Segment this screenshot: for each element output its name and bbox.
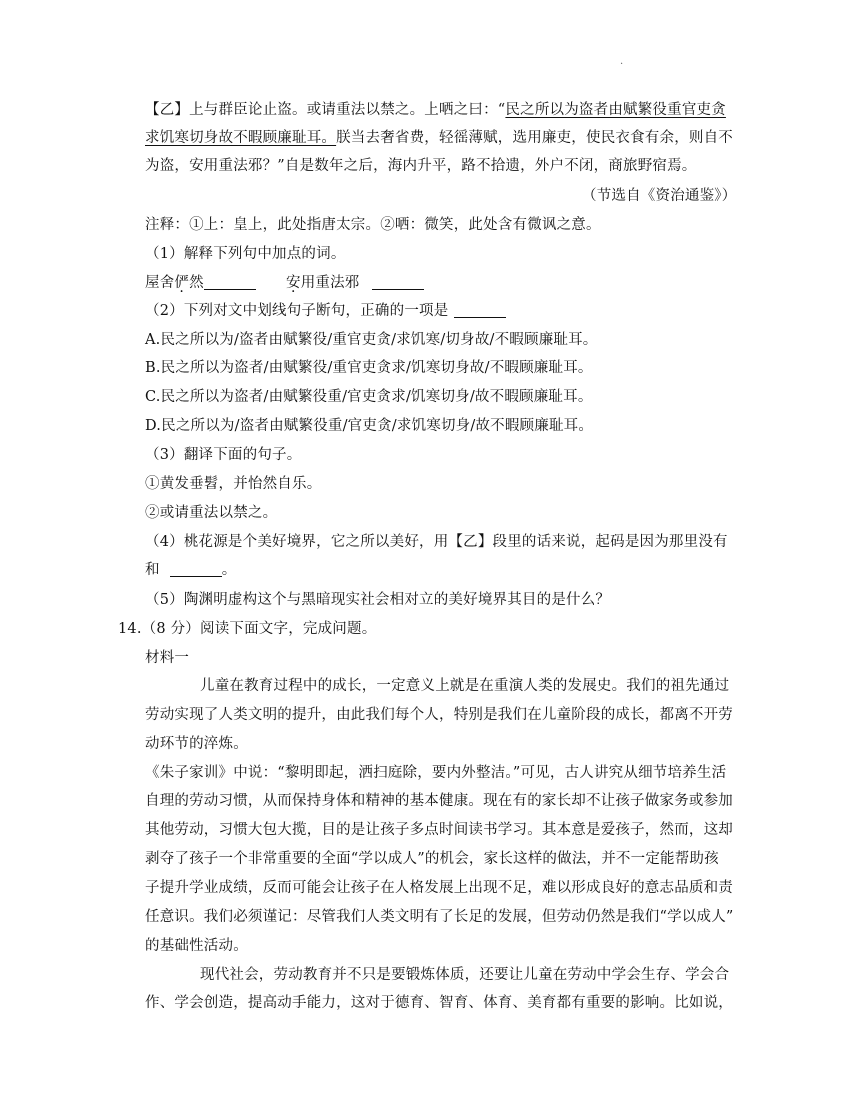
paragraph-2-line: 剥夺了孩子一个非常重要的全面“学以成人”的机会，家长这样的做法，并不一定能帮助孩 — [145, 851, 719, 867]
paragraph-2-line: 子提升学业成绩，反而可能会让孩子在人格发展上出现不足，难以形成良好的意志品质和责 — [145, 880, 733, 896]
paragraph-3-line: 现代社会，劳动教育并不只是要锻炼体质，还要让儿童在劳动中学会生存、学会合 — [200, 967, 730, 983]
paragraph-1-line: 劳动实现了人类文明的提升，由此我们每个人，特别是我们在儿童阶段的成长，都离不开劳 — [145, 707, 733, 723]
question-1-item-1: 屋舍俨然 — [145, 273, 256, 293]
paragraph-1-line: 儿童在教育过程中的成长，一定意义上就是在重演人类的发展史。我们的祖先通过 — [200, 678, 730, 694]
passage-yi-line-2: 求饥寒切身故不暇顾廉耻耳。朕当去奢省费，轻徭薄赋，选用廉吏，使民衣食有余，则自不 — [145, 130, 734, 146]
passage-yi-line-3: 为盗，安用重法邪？”自是数年之后，海内升平，路不拾遗，外户不闭，商旅野宿焉。 — [145, 158, 697, 174]
option-a: A.民之所以为/盗者由赋繁役/重官吏贪/求饥寒/切身故/不暇顾廉耻耳。 — [145, 332, 598, 348]
question-2-prompt: （2）下列对文中划线句子断句，正确的一项是 — [145, 301, 506, 321]
option-b: B.民之所以为盗者/由赋繁役/重官吏贪求/饥寒切身故/不暇顾廉耻耳。 — [145, 360, 593, 376]
answer-blank — [454, 302, 506, 318]
material-label: 材料一 — [145, 650, 190, 666]
paragraph-2-line: 其他劳动，习惯大包大揽，目的是让孩子多点时间读书学习。其本意是爱孩子，然而，这却 — [145, 822, 733, 838]
answer-blank — [204, 274, 256, 290]
option-d: D.民之所以为/盗者由赋繁役重/官吏贪/求饥寒切身/故不暇顾廉耻耳。 — [145, 418, 594, 434]
question-3-sentence-2: ②或请重法以禁之。 — [145, 505, 278, 521]
header-mark: . — [620, 56, 624, 67]
option-c: C.民之所以为盗者/由赋繁役重/官吏贪求/饥寒切身/故不暇顾廉耻耳。 — [145, 389, 593, 405]
paragraph-2-line: 任意识。我们必须谨记：尽管我们人类文明有了长足的发展，但劳动仍然是我们“学以成人” — [145, 909, 734, 925]
question-4-line-1: （4）桃花源是个美好境界，它之所以美好，用【乙】段里的话来说，起码是因为那里没有 — [145, 534, 728, 550]
question-14-title: 14.（8 分）阅读下面文字，完成问题。 — [118, 621, 377, 637]
question-1-item-2: 安用重法邪 — [286, 273, 424, 293]
dotted-word: 安 — [286, 275, 301, 291]
question-4-line-2: 和 。 — [145, 562, 237, 578]
annotation-note: 注释：①上：皇上，此处指唐太宗。②哂：微笑，此处含有微讽之意。 — [145, 217, 601, 233]
paragraph-1-line: 动环节的淬炼。 — [145, 736, 248, 752]
answer-blank — [170, 561, 222, 577]
question-1-prompt: （1）解释下列句中加点的词。 — [145, 246, 346, 262]
paragraph-2-line: 《朱子家训》中说：“黎明即起，洒扫庭除，要内外整洁。”可见，古人讲究从细节培养生活 — [145, 765, 727, 781]
paragraph-3-line: 作、学会创造，提高动手能力，这对于德育、智育、体育、美育都有重要的影响。比如说， — [145, 995, 733, 1011]
paragraph-2-line: 的基础性活动。 — [145, 938, 248, 954]
passage-source: （节选自《资治通鉴》） — [582, 188, 737, 204]
paragraph-2-line: 自理的劳动习惯，从而保持身体和精神的基本健康。现在有的家长却不让孩子做家务或参加 — [145, 793, 733, 809]
underlined-sentence-part-2: 求饥寒切身故不暇顾廉耻耳。 — [145, 130, 337, 146]
question-3-sentence-1: ①黄发垂髫，并怡然自乐。 — [145, 476, 322, 492]
question-3-prompt: （3）翻译下面的句子。 — [145, 447, 302, 463]
question-5: （5）陶渊明虚构这个与黑暗现实社会相对立的美好境界其目的是什么？ — [145, 592, 611, 608]
passage-yi-line-1: 【乙】上与群臣论止盗。或请重法以禁之。上哂之曰：“民之所以为盗者由赋繁役重官吏贪 — [145, 102, 726, 118]
answer-blank — [372, 274, 424, 290]
underlined-sentence-part-1: 民之所以为盗者由赋繁役重官吏贪 — [505, 102, 726, 118]
dotted-word: 俨 — [174, 275, 190, 291]
